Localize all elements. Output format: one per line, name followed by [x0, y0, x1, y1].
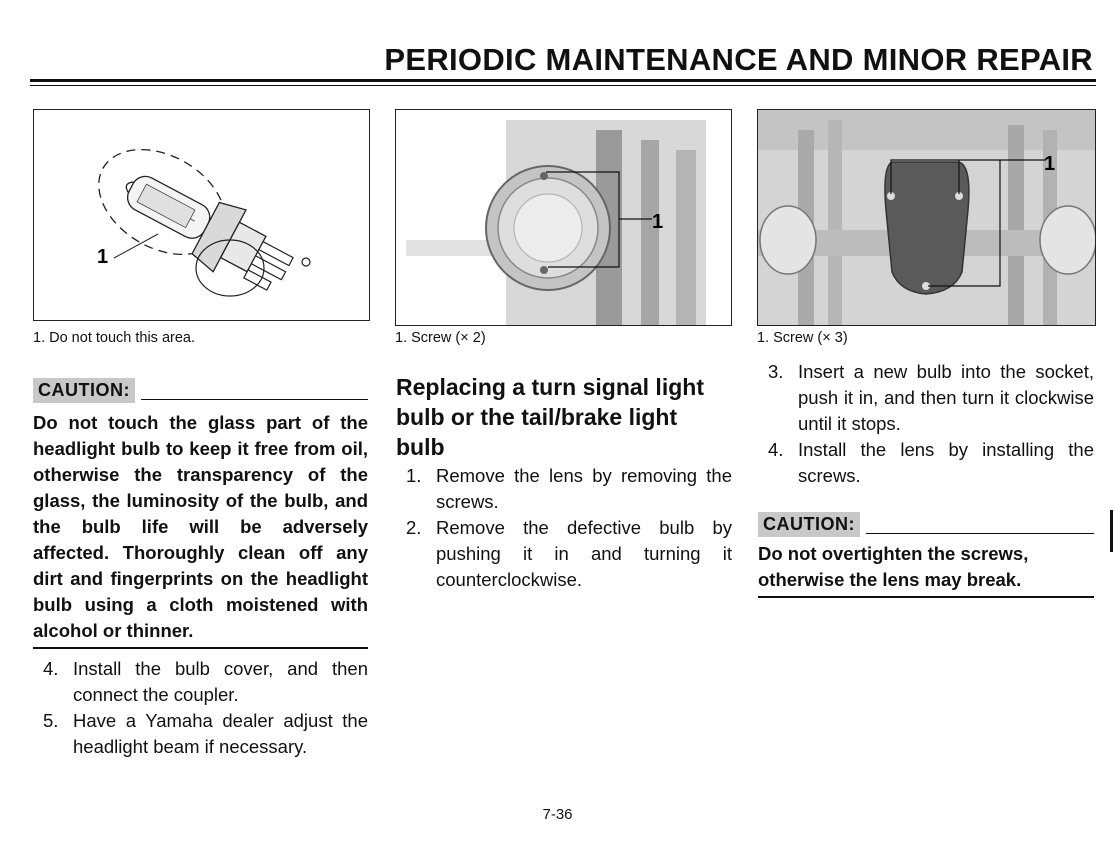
caution-header	[33, 378, 368, 403]
step-item	[758, 359, 1094, 437]
caution-end-rule	[758, 596, 1094, 598]
figure-headlight-bulb	[33, 109, 370, 321]
figure-turn-signal	[395, 109, 732, 326]
figure-caption: 1. Do not touch this area.	[33, 330, 196, 346]
caution-text: Do not overtighten the screws, otherwise the lens may break.	[758, 543, 1029, 590]
step-item	[33, 708, 368, 760]
step-number: 1.	[406, 465, 422, 486]
caution-rule	[141, 399, 368, 400]
header-rule-thin	[30, 85, 1096, 86]
step-text: Remove the lens by removing the screws.	[436, 465, 732, 512]
header-rule-thick	[30, 79, 1096, 82]
page-number: 7-36	[542, 806, 573, 823]
step-text: Install the lens by installing the screws.	[798, 439, 1094, 486]
step-text: Install the bulb cover, and then connect the coupler.	[73, 658, 368, 705]
step-text: Insert a new bulb into the socket, push it in, and then turn it clockwise until it stops.	[798, 361, 1094, 434]
caution-label: CAUTION:	[758, 512, 860, 537]
step-text: Have a Yamaha dealer adjust the headlight beam if necessary.	[73, 710, 368, 757]
figure-tail-light	[757, 109, 1096, 326]
step-item	[758, 437, 1094, 489]
step-number: 2.	[406, 517, 422, 538]
callout-number: 1	[97, 246, 109, 268]
step-item	[396, 463, 732, 515]
step-number: 4.	[768, 439, 784, 460]
step-item	[396, 515, 732, 593]
caution-text: Do not touch the glass part of the headlight bulb to keep it free from oil, otherwise the transparency of the glass, the luminosity of the bulb, and the bulb life will be adversely affected. Thoroughly clean off any dirt and fingerprints on the headlight bulb using a cloth moistened with alcohol or thinner.	[33, 412, 368, 641]
callout-number: 1	[1044, 153, 1056, 175]
step-number: 5.	[43, 710, 59, 731]
caution-header	[758, 512, 1094, 537]
turn-signal-photo	[396, 110, 731, 325]
figure-caption: 1. Screw (× 3)	[757, 330, 848, 346]
step-number: 3.	[768, 361, 784, 382]
revision-bar	[1110, 510, 1113, 552]
step-list	[33, 656, 368, 760]
step-text: Remove the defective bulb by pushing it in and turning it counterclockwise.	[436, 517, 732, 590]
caution-end-rule	[33, 647, 368, 649]
headlight-bulb-illustration	[34, 110, 369, 320]
step-list	[396, 463, 732, 593]
section-title: Replacing a turn signal light bulb or the tail/brake light bulb	[396, 374, 704, 460]
callout-number: 1	[652, 211, 664, 233]
step-item	[33, 656, 368, 708]
step-number: 4.	[43, 658, 59, 679]
step-list	[758, 359, 1094, 489]
caution-rule	[866, 533, 1094, 534]
figure-caption: 1. Screw (× 2)	[395, 330, 486, 346]
page-title: PERIODIC MAINTENANCE AND MINOR REPAIR	[384, 42, 1093, 77]
tail-light-photo	[758, 110, 1095, 325]
caution-label: CAUTION:	[33, 378, 135, 403]
